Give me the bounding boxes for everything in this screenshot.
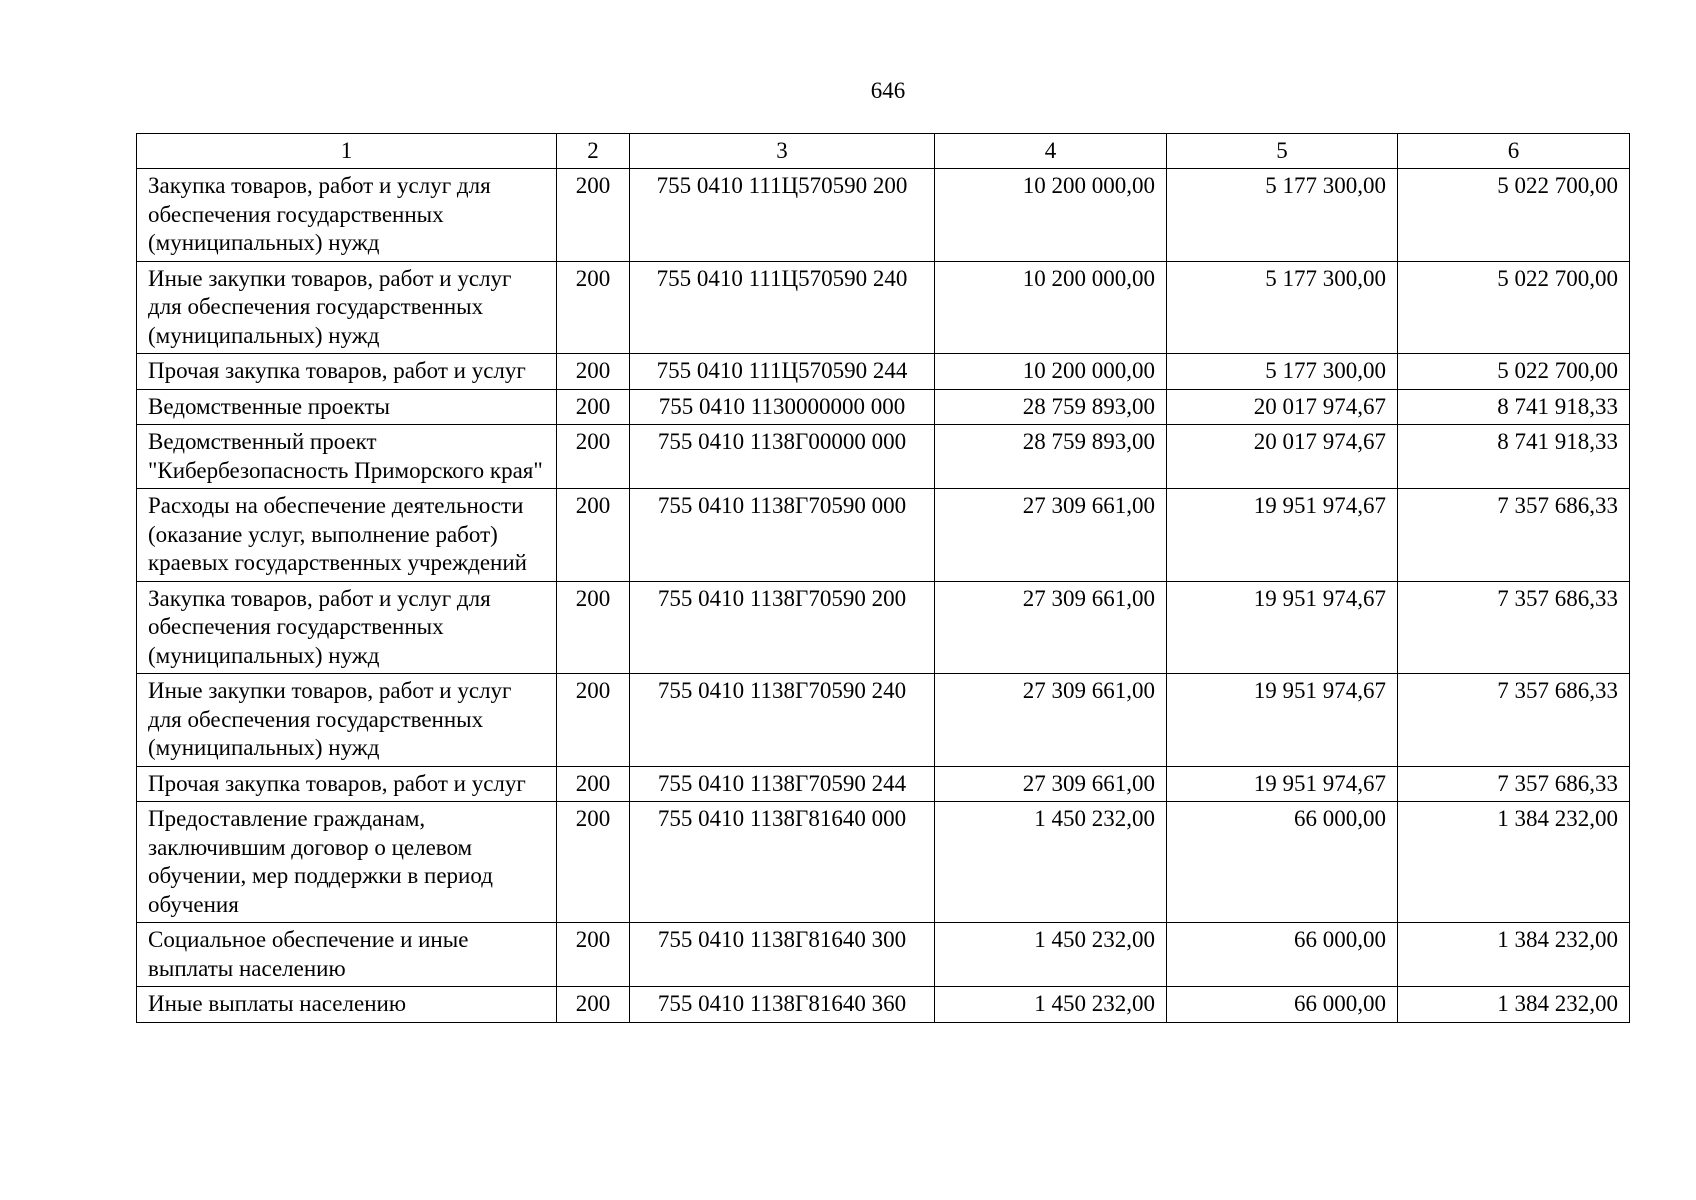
row-col4: 28 759 893,00 <box>935 389 1167 425</box>
row-name: Расходы на обеспечение деятельности (оказание услуг, выполнение работ) краевых государственных учреждений <box>137 489 557 582</box>
row-col5: 66 000,00 <box>1167 923 1398 987</box>
table-row <box>137 261 1630 354</box>
row-kbk: 755 0410 1138Г81640 000 <box>630 802 935 923</box>
row-col6: 7 357 686,33 <box>1398 489 1630 582</box>
header-col-2: 2 <box>557 134 630 169</box>
row-col6: 7 357 686,33 <box>1398 674 1630 767</box>
row-code: 200 <box>557 425 630 489</box>
row-name: Предоставление гражданам, заключившим договор о целевом обучении, мер поддержки в период обучения <box>137 802 557 923</box>
row-col6: 7 357 686,33 <box>1398 766 1630 802</box>
table-row <box>137 923 1630 987</box>
row-col5: 5 177 300,00 <box>1167 261 1398 354</box>
row-col6: 8 741 918,33 <box>1398 425 1630 489</box>
row-col5: 19 951 974,67 <box>1167 489 1398 582</box>
page-number: 646 <box>870 78 906 103</box>
row-kbk: 755 0410 1138Г81640 300 <box>630 923 935 987</box>
table-row <box>137 354 1630 390</box>
header-col-3: 3 <box>630 134 935 169</box>
table-row <box>137 766 1630 802</box>
row-col6: 1 384 232,00 <box>1398 802 1630 923</box>
table-row <box>137 581 1630 674</box>
row-col4: 27 309 661,00 <box>935 674 1167 767</box>
row-code: 200 <box>557 354 630 390</box>
row-name: Иные выплаты населению <box>137 987 557 1023</box>
row-col5: 19 951 974,67 <box>1167 581 1398 674</box>
table-row <box>137 425 1630 489</box>
row-name: Иные закупки товаров, работ и услуг для обеспечения государственных (муниципальных) нужд <box>137 261 557 354</box>
table-row <box>137 489 1630 582</box>
row-code: 200 <box>557 389 630 425</box>
row-col5: 20 017 974,67 <box>1167 389 1398 425</box>
row-name: Иные закупки товаров, работ и услуг для обеспечения государственных (муниципальных) нужд <box>137 674 557 767</box>
row-kbk: 755 0410 1130000000 000 <box>630 389 935 425</box>
row-col5: 66 000,00 <box>1167 987 1398 1023</box>
row-code: 200 <box>557 802 630 923</box>
row-col5: 19 951 974,67 <box>1167 674 1398 767</box>
table-row <box>137 169 1630 262</box>
row-col4: 27 309 661,00 <box>935 581 1167 674</box>
row-col4: 27 309 661,00 <box>935 489 1167 582</box>
row-kbk: 755 0410 111Ц570590 200 <box>630 169 935 262</box>
row-col4: 10 200 000,00 <box>935 354 1167 390</box>
row-name: Ведомственный проект "Кибербезопасность Приморского края" <box>137 425 557 489</box>
table-row <box>137 802 1630 923</box>
row-code: 200 <box>557 766 630 802</box>
row-name: Прочая закупка товаров, работ и услуг <box>137 766 557 802</box>
row-kbk: 755 0410 1138Г70590 000 <box>630 489 935 582</box>
row-kbk: 755 0410 1138Г70590 240 <box>630 674 935 767</box>
row-col4: 1 450 232,00 <box>935 987 1167 1023</box>
row-col4: 10 200 000,00 <box>935 169 1167 262</box>
row-kbk: 755 0410 111Ц570590 240 <box>630 261 935 354</box>
row-kbk: 755 0410 1138Г00000 000 <box>630 425 935 489</box>
row-col6: 1 384 232,00 <box>1398 987 1630 1023</box>
row-col6: 8 741 918,33 <box>1398 389 1630 425</box>
row-code: 200 <box>557 169 630 262</box>
row-kbk: 755 0410 111Ц570590 244 <box>630 354 935 390</box>
header-col-4: 4 <box>935 134 1167 169</box>
row-col5: 20 017 974,67 <box>1167 425 1398 489</box>
row-code: 200 <box>557 489 630 582</box>
row-col5: 66 000,00 <box>1167 802 1398 923</box>
row-col4: 27 309 661,00 <box>935 766 1167 802</box>
budget-table <box>136 133 1630 1023</box>
row-name: Ведомственные проекты <box>137 389 557 425</box>
row-col4: 28 759 893,00 <box>935 425 1167 489</box>
row-col6: 5 022 700,00 <box>1398 169 1630 262</box>
row-kbk: 755 0410 1138Г70590 244 <box>630 766 935 802</box>
row-col6: 5 022 700,00 <box>1398 354 1630 390</box>
row-code: 200 <box>557 674 630 767</box>
row-col4: 1 450 232,00 <box>935 802 1167 923</box>
table-row <box>137 674 1630 767</box>
row-kbk: 755 0410 1138Г81640 360 <box>630 987 935 1023</box>
table-header-row <box>137 134 1630 169</box>
row-name: Закупка товаров, работ и услуг для обеспечения государственных (муниципальных) нужд <box>137 169 557 262</box>
row-col6: 5 022 700,00 <box>1398 261 1630 354</box>
row-col6: 7 357 686,33 <box>1398 581 1630 674</box>
header-col-5: 5 <box>1167 134 1398 169</box>
header-col-6: 6 <box>1398 134 1630 169</box>
row-code: 200 <box>557 923 630 987</box>
row-code: 200 <box>557 987 630 1023</box>
row-col5: 5 177 300,00 <box>1167 354 1398 390</box>
row-col4: 1 450 232,00 <box>935 923 1167 987</box>
header-col-1: 1 <box>137 134 557 169</box>
row-code: 200 <box>557 581 630 674</box>
row-name: Прочая закупка товаров, работ и услуг <box>137 354 557 390</box>
row-code: 200 <box>557 261 630 354</box>
row-name: Закупка товаров, работ и услуг для обеспечения государственных (муниципальных) нужд <box>137 581 557 674</box>
row-col4: 10 200 000,00 <box>935 261 1167 354</box>
row-name: Социальное обеспечение и иные выплаты населению <box>137 923 557 987</box>
row-col5: 19 951 974,67 <box>1167 766 1398 802</box>
row-kbk: 755 0410 1138Г70590 200 <box>630 581 935 674</box>
table-row <box>137 987 1630 1023</box>
row-col6: 1 384 232,00 <box>1398 923 1630 987</box>
table-row <box>137 389 1630 425</box>
row-col5: 5 177 300,00 <box>1167 169 1398 262</box>
